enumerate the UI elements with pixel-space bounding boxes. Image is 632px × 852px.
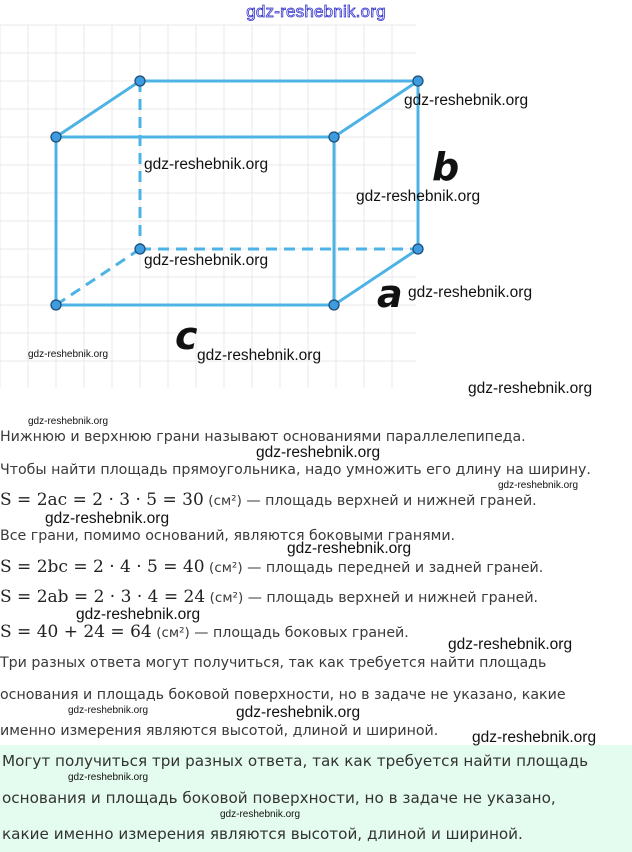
formula-ab-unit: (см²) bbox=[209, 590, 244, 606]
watermark: gdz-reshebnik.org bbox=[404, 92, 529, 109]
grid-background bbox=[0, 25, 416, 388]
explanation-line-2: основания и площадь боковой поверхности, но в задаче не указано, какие bbox=[0, 687, 566, 703]
watermark: gdz-reshebnik.org bbox=[472, 729, 597, 746]
watermark: gdz-reshebnik.org bbox=[287, 540, 412, 557]
formula-sum-text: — площадь боковых граней. bbox=[194, 625, 409, 641]
watermark: gdz-reshebnik.org bbox=[498, 480, 579, 491]
vertex-dot bbox=[413, 244, 423, 254]
label-a: a bbox=[377, 272, 403, 316]
formula-ab-text: — площадь верхней и нижней граней. bbox=[247, 590, 539, 606]
watermark: gdz-reshebnik.org bbox=[236, 704, 361, 721]
watermark: gdz-reshebnik.org bbox=[408, 284, 533, 301]
formula-ac-text: — площадь верхней и нижней граней. bbox=[246, 493, 537, 509]
label-c: c bbox=[175, 314, 198, 358]
vertex-dot bbox=[329, 132, 339, 142]
answer-line-3: какие именно измерения являются высотой, длиной и шириной. bbox=[2, 825, 523, 843]
watermark: gdz-reshebnik.org bbox=[468, 380, 593, 397]
answer-line-1: Могут получиться три разных ответа, так как требуется найти площадь bbox=[2, 752, 589, 770]
watermark: gdz-reshebnik.org bbox=[68, 772, 149, 783]
paragraph-bases: Нижнюю и верхнюю грани называют основаниями параллелепипеда. bbox=[0, 429, 526, 445]
formula-sum-unit: (см²) bbox=[156, 625, 190, 641]
vertex-dot bbox=[135, 76, 145, 86]
formula-sum-math: S = 40 + 24 = 64 bbox=[0, 622, 152, 642]
formula-bc-unit: (см²) bbox=[209, 560, 243, 576]
watermark: gdz-reshebnik.org bbox=[68, 705, 149, 716]
vertex-dot bbox=[413, 76, 423, 86]
watermark: gdz-reshebnik.org bbox=[76, 606, 201, 623]
formula-ab-math: S = 2ab = 2 · 3 · 4 = 24 bbox=[0, 587, 206, 607]
answer-box bbox=[0, 745, 632, 852]
watermark: gdz-reshebnik.org bbox=[448, 636, 573, 653]
vertex-dot bbox=[51, 300, 61, 310]
formula-bc-math: S = 2bc = 2 · 4 · 5 = 40 bbox=[0, 557, 205, 577]
vertex-dot bbox=[51, 132, 61, 142]
watermark: gdz-reshebnik.org bbox=[197, 347, 322, 364]
watermark: gdz-reshebnik.org bbox=[220, 809, 301, 820]
watermark: gdz-reshebnik.org bbox=[28, 349, 109, 360]
explanation-line-3: именно измерения являются высотой, длиной и шириной. bbox=[0, 723, 439, 739]
watermark-header: gdz-reshebnik.org bbox=[246, 2, 386, 21]
formula-bc bbox=[0, 558, 543, 577]
watermark: gdz-reshebnik.org bbox=[45, 510, 170, 527]
answer-line-2: основания и площадь боковой поверхности, но в задаче не указано, bbox=[2, 789, 556, 807]
formula-ac-math: S = 2ac = 2 · 3 · 5 = 30 bbox=[0, 490, 204, 510]
watermark: gdz-reshebnik.org bbox=[256, 444, 381, 461]
formula-ac-unit: (см²) bbox=[208, 493, 242, 509]
watermark: gdz-reshebnik.org bbox=[28, 416, 109, 427]
explanation-line-1: Три разных ответа могут получиться, так как требуется найти площадь bbox=[0, 655, 547, 671]
vertex-dot bbox=[329, 300, 339, 310]
formula-bc-text: — площадь передней и задней граней. bbox=[247, 560, 544, 576]
formula-ab bbox=[0, 588, 538, 607]
watermark: gdz-reshebnik.org bbox=[144, 252, 269, 269]
label-b: b bbox=[432, 145, 460, 189]
formula-sum bbox=[0, 623, 409, 642]
paragraph-rectangle-area: Чтобы найти площадь прямоугольника, надо умножить его длину на ширину. bbox=[0, 462, 591, 478]
watermark: gdz-reshebnik.org bbox=[144, 156, 269, 173]
paragraph-lateral: Все грани, помимо оснований, являются боковыми гранями. bbox=[0, 528, 456, 544]
watermark: gdz-reshebnik.org bbox=[356, 188, 481, 205]
formula-ac bbox=[0, 491, 537, 510]
